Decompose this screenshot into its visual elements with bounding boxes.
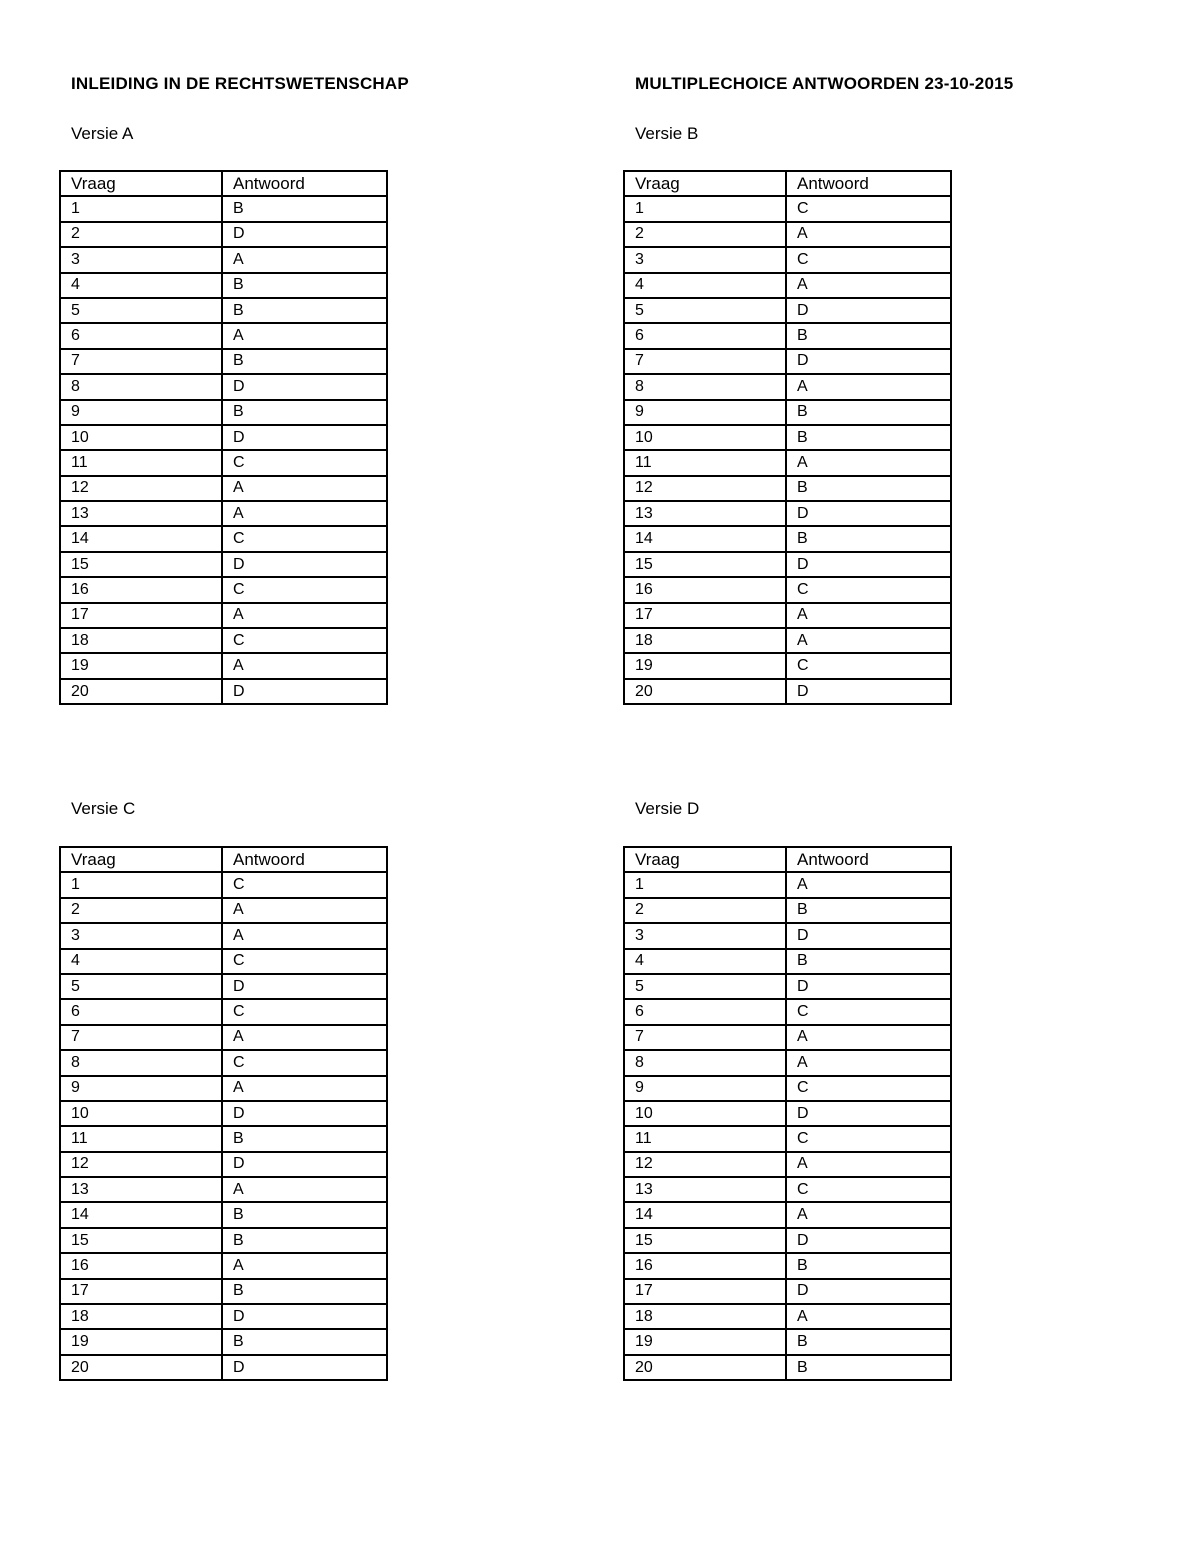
answer-cell: D bbox=[222, 374, 387, 399]
answer-cell: C bbox=[222, 577, 387, 602]
answer-cell: A bbox=[222, 1076, 387, 1101]
answer-cell: C bbox=[222, 1050, 387, 1075]
table-row bbox=[60, 923, 387, 948]
table-header-row bbox=[624, 847, 951, 872]
answer-cell: A bbox=[786, 1152, 951, 1177]
question-number-cell: 1 bbox=[624, 196, 786, 221]
table-row bbox=[624, 476, 951, 501]
column-header-question: Vraag bbox=[60, 171, 222, 196]
table-row bbox=[60, 1050, 387, 1075]
answer-cell: B bbox=[222, 1279, 387, 1304]
question-number-cell: 18 bbox=[624, 1304, 786, 1329]
answer-cell: D bbox=[786, 1101, 951, 1126]
table-row bbox=[60, 222, 387, 247]
question-number-cell: 20 bbox=[60, 679, 222, 704]
table-row bbox=[624, 1329, 951, 1354]
question-number-cell: 12 bbox=[624, 1152, 786, 1177]
question-number-cell: 1 bbox=[60, 872, 222, 897]
version-b-label: Versie B bbox=[635, 124, 699, 143]
answer-cell: A bbox=[786, 603, 951, 628]
answer-cell: A bbox=[222, 1177, 387, 1202]
table-row bbox=[60, 1228, 387, 1253]
answer-cell: B bbox=[786, 400, 951, 425]
table-row bbox=[60, 450, 387, 475]
table-row bbox=[624, 898, 951, 923]
table-row bbox=[60, 273, 387, 298]
question-number-cell: 5 bbox=[624, 974, 786, 999]
answer-cell: D bbox=[222, 1355, 387, 1380]
table-row bbox=[624, 1279, 951, 1304]
answer-cell: D bbox=[222, 222, 387, 247]
answer-cell: C bbox=[222, 628, 387, 653]
question-number-cell: 5 bbox=[624, 298, 786, 323]
question-number-cell: 3 bbox=[624, 923, 786, 948]
table-row bbox=[60, 552, 387, 577]
table-header-row bbox=[60, 171, 387, 196]
table-row bbox=[624, 196, 951, 221]
table-row bbox=[624, 949, 951, 974]
table-header-row bbox=[60, 847, 387, 872]
question-number-cell: 17 bbox=[60, 1279, 222, 1304]
answer-cell: A bbox=[222, 476, 387, 501]
table-row bbox=[60, 476, 387, 501]
answer-cell: C bbox=[786, 247, 951, 272]
table-row bbox=[60, 1304, 387, 1329]
answer-table-version-d bbox=[623, 846, 952, 1381]
answer-cell: B bbox=[786, 1355, 951, 1380]
table-row bbox=[60, 1152, 387, 1177]
table-row bbox=[60, 1202, 387, 1227]
answer-cell: D bbox=[786, 679, 951, 704]
answer-cell: B bbox=[222, 1329, 387, 1354]
table-row bbox=[60, 1253, 387, 1278]
question-number-cell: 4 bbox=[60, 273, 222, 298]
table-row bbox=[60, 400, 387, 425]
question-number-cell: 6 bbox=[624, 323, 786, 348]
question-number-cell: 7 bbox=[60, 349, 222, 374]
answer-cell: D bbox=[786, 552, 951, 577]
table-row bbox=[624, 1228, 951, 1253]
answer-cell: A bbox=[786, 1202, 951, 1227]
answer-cell: B bbox=[786, 949, 951, 974]
question-number-cell: 7 bbox=[624, 1025, 786, 1050]
answer-table-version-a bbox=[59, 170, 388, 705]
table-row bbox=[60, 247, 387, 272]
question-number-cell: 3 bbox=[60, 923, 222, 948]
answer-cell: C bbox=[222, 450, 387, 475]
question-number-cell: 16 bbox=[624, 1253, 786, 1278]
table-row bbox=[60, 526, 387, 551]
question-number-cell: 4 bbox=[624, 273, 786, 298]
table-row bbox=[60, 1279, 387, 1304]
answer-cell: D bbox=[222, 974, 387, 999]
answer-cell: B bbox=[786, 1253, 951, 1278]
answer-cell: B bbox=[222, 196, 387, 221]
table-row bbox=[624, 1025, 951, 1050]
question-number-cell: 10 bbox=[624, 1101, 786, 1126]
question-number-cell: 10 bbox=[60, 1101, 222, 1126]
table-row bbox=[60, 425, 387, 450]
question-number-cell: 19 bbox=[60, 1329, 222, 1354]
question-number-cell: 18 bbox=[60, 1304, 222, 1329]
question-number-cell: 12 bbox=[60, 476, 222, 501]
table-row bbox=[624, 1304, 951, 1329]
table-row bbox=[60, 1126, 387, 1151]
question-number-cell: 8 bbox=[60, 374, 222, 399]
question-number-cell: 14 bbox=[624, 1202, 786, 1227]
table-row bbox=[624, 628, 951, 653]
answer-cell: A bbox=[786, 1025, 951, 1050]
question-number-cell: 18 bbox=[60, 628, 222, 653]
answer-cell: D bbox=[786, 501, 951, 526]
table-row bbox=[60, 196, 387, 221]
table-row bbox=[624, 653, 951, 678]
exam-title: MULTIPLECHOICE ANTWOORDEN 23-10-2015 bbox=[635, 74, 1014, 93]
question-number-cell: 3 bbox=[624, 247, 786, 272]
question-number-cell: 11 bbox=[624, 1126, 786, 1151]
answer-cell: A bbox=[786, 450, 951, 475]
answer-cell: C bbox=[786, 577, 951, 602]
question-number-cell: 1 bbox=[624, 872, 786, 897]
answer-cell: A bbox=[786, 374, 951, 399]
table-row bbox=[624, 1101, 951, 1126]
table-row bbox=[60, 1025, 387, 1050]
table-row bbox=[624, 1126, 951, 1151]
answer-cell: A bbox=[222, 898, 387, 923]
question-number-cell: 5 bbox=[60, 298, 222, 323]
table-row bbox=[624, 1355, 951, 1380]
table-header-row bbox=[624, 171, 951, 196]
table-row bbox=[624, 923, 951, 948]
answer-cell: D bbox=[222, 1304, 387, 1329]
table-row bbox=[624, 1177, 951, 1202]
version-c-label: Versie C bbox=[71, 799, 136, 818]
question-number-cell: 11 bbox=[60, 1126, 222, 1151]
table-row bbox=[624, 1076, 951, 1101]
column-header-answer: Antwoord bbox=[222, 847, 387, 872]
table-row bbox=[60, 1076, 387, 1101]
question-number-cell: 17 bbox=[624, 1279, 786, 1304]
answer-cell: A bbox=[222, 653, 387, 678]
question-number-cell: 2 bbox=[60, 222, 222, 247]
question-number-cell: 19 bbox=[624, 1329, 786, 1354]
column-header-question: Vraag bbox=[624, 847, 786, 872]
answer-cell: D bbox=[786, 349, 951, 374]
table-row bbox=[624, 552, 951, 577]
table-row bbox=[60, 1329, 387, 1354]
question-number-cell: 10 bbox=[60, 425, 222, 450]
question-number-cell: 16 bbox=[624, 577, 786, 602]
question-number-cell: 11 bbox=[60, 450, 222, 475]
answer-cell: B bbox=[222, 273, 387, 298]
question-number-cell: 6 bbox=[60, 323, 222, 348]
answer-cell: D bbox=[786, 298, 951, 323]
answer-cell: C bbox=[222, 526, 387, 551]
answer-cell: B bbox=[222, 1228, 387, 1253]
table-row bbox=[60, 974, 387, 999]
table-row bbox=[60, 628, 387, 653]
answer-cell: A bbox=[786, 628, 951, 653]
answer-cell: B bbox=[786, 526, 951, 551]
table-row bbox=[624, 1050, 951, 1075]
table-row bbox=[60, 501, 387, 526]
table-row bbox=[60, 1355, 387, 1380]
question-number-cell: 4 bbox=[60, 949, 222, 974]
answer-cell: C bbox=[786, 999, 951, 1024]
table-row bbox=[60, 949, 387, 974]
answer-cell: C bbox=[786, 1177, 951, 1202]
question-number-cell: 10 bbox=[624, 425, 786, 450]
question-number-cell: 2 bbox=[624, 898, 786, 923]
answer-cell: A bbox=[222, 501, 387, 526]
answer-cell: A bbox=[222, 247, 387, 272]
table-row bbox=[60, 349, 387, 374]
table-row bbox=[60, 1101, 387, 1126]
table-row bbox=[624, 577, 951, 602]
answer-cell: C bbox=[786, 196, 951, 221]
question-number-cell: 13 bbox=[60, 501, 222, 526]
table-row bbox=[624, 323, 951, 348]
table-row bbox=[60, 603, 387, 628]
answer-cell: B bbox=[222, 349, 387, 374]
question-number-cell: 12 bbox=[60, 1152, 222, 1177]
question-number-cell: 19 bbox=[624, 653, 786, 678]
question-number-cell: 17 bbox=[624, 603, 786, 628]
question-number-cell: 17 bbox=[60, 603, 222, 628]
answer-cell: D bbox=[222, 1101, 387, 1126]
answer-cell: A bbox=[786, 1050, 951, 1075]
answer-cell: D bbox=[222, 552, 387, 577]
answer-cell: B bbox=[786, 476, 951, 501]
answer-cell: D bbox=[786, 1279, 951, 1304]
question-number-cell: 13 bbox=[60, 1177, 222, 1202]
answer-cell: A bbox=[222, 1025, 387, 1050]
question-number-cell: 15 bbox=[624, 1228, 786, 1253]
version-a-label: Versie A bbox=[71, 124, 134, 143]
answer-cell: B bbox=[786, 898, 951, 923]
table-row bbox=[624, 872, 951, 897]
question-number-cell: 15 bbox=[60, 1228, 222, 1253]
column-header-answer: Antwoord bbox=[222, 171, 387, 196]
table-row bbox=[624, 222, 951, 247]
question-number-cell: 8 bbox=[624, 374, 786, 399]
column-header-answer: Antwoord bbox=[786, 171, 951, 196]
question-number-cell: 9 bbox=[624, 400, 786, 425]
question-number-cell: 6 bbox=[624, 999, 786, 1024]
answer-cell: B bbox=[222, 1126, 387, 1151]
question-number-cell: 3 bbox=[60, 247, 222, 272]
answer-cell: A bbox=[786, 222, 951, 247]
column-header-question: Vraag bbox=[624, 171, 786, 196]
answer-cell: A bbox=[222, 603, 387, 628]
question-number-cell: 13 bbox=[624, 501, 786, 526]
answer-cell: A bbox=[786, 872, 951, 897]
answer-cell: C bbox=[786, 1126, 951, 1151]
column-header-question: Vraag bbox=[60, 847, 222, 872]
answer-cell: C bbox=[786, 1076, 951, 1101]
table-row bbox=[624, 298, 951, 323]
question-number-cell: 5 bbox=[60, 974, 222, 999]
answer-cell: D bbox=[222, 425, 387, 450]
question-number-cell: 2 bbox=[60, 898, 222, 923]
table-row bbox=[624, 400, 951, 425]
answer-table-version-b bbox=[623, 170, 952, 705]
answer-cell: A bbox=[786, 273, 951, 298]
question-number-cell: 11 bbox=[624, 450, 786, 475]
question-number-cell: 13 bbox=[624, 1177, 786, 1202]
answer-cell: B bbox=[222, 1202, 387, 1227]
question-number-cell: 19 bbox=[60, 653, 222, 678]
table-row bbox=[624, 501, 951, 526]
answer-cell: B bbox=[786, 1329, 951, 1354]
table-row bbox=[60, 653, 387, 678]
answer-cell: D bbox=[222, 1152, 387, 1177]
answer-cell: B bbox=[222, 298, 387, 323]
answer-table-version-c bbox=[59, 846, 388, 1381]
question-number-cell: 9 bbox=[60, 400, 222, 425]
answer-cell: B bbox=[222, 400, 387, 425]
table-row bbox=[624, 450, 951, 475]
answer-cell: C bbox=[222, 949, 387, 974]
answer-cell: D bbox=[786, 1228, 951, 1253]
answer-cell: B bbox=[786, 425, 951, 450]
question-number-cell: 16 bbox=[60, 1253, 222, 1278]
question-number-cell: 14 bbox=[60, 526, 222, 551]
course-title: INLEIDING IN DE RECHTSWETENSCHAP bbox=[71, 74, 409, 93]
table-row bbox=[60, 999, 387, 1024]
question-number-cell: 1 bbox=[60, 196, 222, 221]
table-row bbox=[60, 872, 387, 897]
column-header-answer: Antwoord bbox=[786, 847, 951, 872]
answer-cell: D bbox=[222, 679, 387, 704]
table-row bbox=[624, 374, 951, 399]
answer-cell: D bbox=[786, 923, 951, 948]
question-number-cell: 18 bbox=[624, 628, 786, 653]
table-row bbox=[60, 298, 387, 323]
table-row bbox=[60, 1177, 387, 1202]
table-row bbox=[624, 1253, 951, 1278]
question-number-cell: 15 bbox=[624, 552, 786, 577]
question-number-cell: 2 bbox=[624, 222, 786, 247]
question-number-cell: 15 bbox=[60, 552, 222, 577]
question-number-cell: 7 bbox=[624, 349, 786, 374]
answer-cell: C bbox=[222, 872, 387, 897]
question-number-cell: 20 bbox=[624, 679, 786, 704]
question-number-cell: 14 bbox=[624, 526, 786, 551]
question-number-cell: 7 bbox=[60, 1025, 222, 1050]
question-number-cell: 9 bbox=[624, 1076, 786, 1101]
table-row bbox=[624, 1152, 951, 1177]
table-row bbox=[624, 425, 951, 450]
table-row bbox=[624, 999, 951, 1024]
question-number-cell: 12 bbox=[624, 476, 786, 501]
table-row bbox=[624, 526, 951, 551]
table-row bbox=[60, 577, 387, 602]
question-number-cell: 20 bbox=[624, 1355, 786, 1380]
table-row bbox=[624, 1202, 951, 1227]
question-number-cell: 8 bbox=[624, 1050, 786, 1075]
version-d-label: Versie D bbox=[635, 799, 700, 818]
answer-cell: D bbox=[786, 974, 951, 999]
table-row bbox=[624, 679, 951, 704]
answer-cell: A bbox=[222, 923, 387, 948]
question-number-cell: 20 bbox=[60, 1355, 222, 1380]
table-row bbox=[624, 974, 951, 999]
answer-cell: A bbox=[786, 1304, 951, 1329]
table-row bbox=[60, 898, 387, 923]
question-number-cell: 6 bbox=[60, 999, 222, 1024]
question-number-cell: 14 bbox=[60, 1202, 222, 1227]
table-row bbox=[60, 323, 387, 348]
answer-cell: C bbox=[222, 999, 387, 1024]
table-row bbox=[60, 679, 387, 704]
answer-cell: B bbox=[786, 323, 951, 348]
question-number-cell: 4 bbox=[624, 949, 786, 974]
table-row bbox=[624, 349, 951, 374]
table-row bbox=[60, 374, 387, 399]
table-row bbox=[624, 603, 951, 628]
question-number-cell: 8 bbox=[60, 1050, 222, 1075]
answer-cell: C bbox=[786, 653, 951, 678]
question-number-cell: 9 bbox=[60, 1076, 222, 1101]
answer-cell: A bbox=[222, 323, 387, 348]
table-row bbox=[624, 273, 951, 298]
table-row bbox=[624, 247, 951, 272]
answer-cell: A bbox=[222, 1253, 387, 1278]
question-number-cell: 16 bbox=[60, 577, 222, 602]
